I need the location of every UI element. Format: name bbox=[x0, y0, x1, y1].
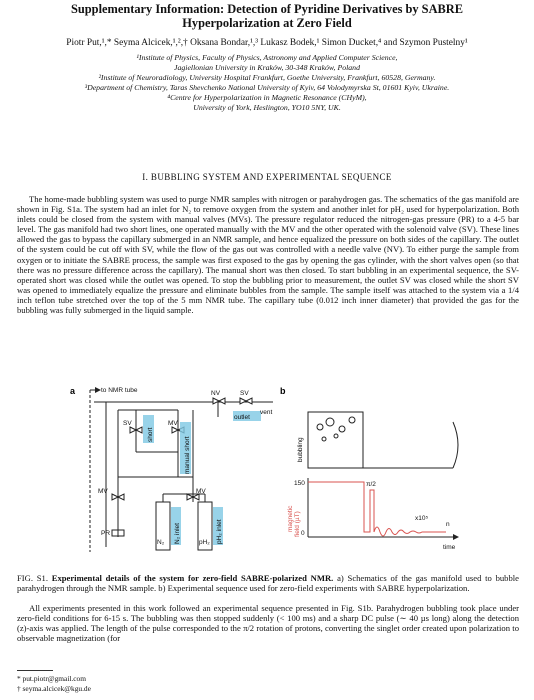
manual-short-label: manual short bbox=[184, 436, 191, 474]
field-unit-label: field (µT) bbox=[294, 511, 301, 537]
footnote-email-1: * put.piotr@gmail.com bbox=[17, 674, 87, 683]
mv-short-label: MV bbox=[168, 420, 178, 427]
short-label: short bbox=[147, 427, 154, 442]
figure-caption bbox=[17, 573, 519, 593]
section-heading: I. BUBBLING SYSTEM AND EXPERIMENTAL SEQUENCE bbox=[142, 172, 392, 182]
n2-inlet-label: N₂ inlet bbox=[174, 523, 181, 544]
to-nmr-tube-label: to NMR tube bbox=[101, 387, 138, 394]
sequence-diagram bbox=[308, 412, 458, 537]
sv-short-label: SV bbox=[123, 420, 132, 427]
caption-bold: Experimental details of the system for zero-field SABRE-polarized NMR. bbox=[51, 573, 334, 583]
affiliations: ¹Institute of Physics, Faculty of Physics, Astronomy and Applied Computer Science, Jagiellonian University in Kraków, 30-348 Kraków, Poland ²Institute of Neuroradiology, University Hospital Frankfurt, Goethe University, Frankfurt, 60528, Germany. ³Department of Chemistry, Taras Shevchenko National University of Kyiv, 64 Volodymyrska St, 01601 Kyiv, Ukraine. ⁴Centre for Hyperpolarization in Magnetic Resonance (CHyM), University of York, Heslington, YO10 5NY, UK. bbox=[84, 53, 450, 112]
footnote-rule bbox=[17, 670, 53, 671]
footnotes bbox=[17, 674, 91, 693]
ph2-inlet-label: pH₂ inlet bbox=[216, 519, 223, 544]
author-list: Piotr Put,¹,* Seyma Alcicek,¹,²,† Oksana Bondar,¹,³ Lukasz Bodek,¹ Simon Ducket,⁴ and Szymon Pustelny¹ bbox=[66, 38, 468, 48]
caption-text: a) Schematics of the gas manifold used to bubble parahydrogen through the NMR sample. b) Experimental sequence used for zero-field experiments with SABRE hyperpolarization. bbox=[17, 573, 519, 594]
outlet-label: outlet bbox=[234, 414, 250, 421]
sv-outlet-label: SV bbox=[240, 390, 249, 397]
tick-150: 150 bbox=[294, 480, 305, 487]
paragraph-sequence: All experiments presented in this work followed an experimental sequence presented in Fig. S1b. Parahydrogen bubbling took place under zero-field conditions for 6-15 s. The bubbling was then stopped suddenly (< 100 ms) and a sharp DC pulse (∼ 40 µs long) along the detection (z)-axis was applied. The length of the pulse corresponded to the π/2 rotation of protons, converting the singlet order created upon polarization to observable magnetization (for bbox=[17, 603, 519, 644]
nv-label: NV bbox=[211, 390, 221, 397]
paragraph-bubbling-system: The home-made bubbling system was used to purge NMR samples with nitrogen or parahydrogen gas. The schematics of the gas manifold are shown in Fig. S1a. The system had an inlet for N₂ to remove oxygen from the system and another inlet for pH₂ used for hyperpolarization. Both inlets could be closed from the system with manual valves (MVs). The pressure regulator reduced the nitrogen-gas pressure (PR) to a 4-5 bar level. The gas manifold had two short lines, one operated manually with the MV and the other operated with the solenoid valve (SV). These lines allowed the gas to bypass the capillary submerged in an NMR sample, and hence equalized the pressure on both sides of the capillary. The outlet of the system could be cut off with SV, while the flow of the gas out was controlled with a needle valve (NV). To either purge the sample from oxygen or to initiate the SABRE process, the sample was first exposed to the gas by opening the gas cylinder, with the short valves open (so that there was no pressure difference across the capillary). The manual short was then closed. To start bubbling in an experimental sequence, the SV-operated short was closed while the outlet was opened. To stop the bubbling prior to measurement, the outlet SV was closed while the short SV was opened to immediately equalize the pressure and eliminate bubbles from the sample. The sample itself was attached to the system via a 1/4 inch teflon tube stretched over the top of the 5 mm NMR tube. The capillary tube (0.012 inch inner diameter) that provided the gas for the bubbling was fully submerged in the liquid sample. bbox=[17, 194, 519, 316]
paper-title: Supplementary Information: Detection of Pyridine Derivatives by SABRE Hyperpolarization at Zero Field bbox=[71, 2, 463, 30]
tick-0: 0 bbox=[301, 530, 305, 537]
mv-n2-label: MV bbox=[98, 488, 108, 495]
pi-half-label: π/2 bbox=[366, 481, 376, 488]
bubbling-axis-label: bubbling bbox=[297, 437, 304, 462]
pr-label: PR bbox=[101, 530, 111, 537]
mv-ph2-label: MV bbox=[196, 488, 206, 495]
magnetic-axis-label: magnetic bbox=[287, 505, 294, 532]
x10-label: x10⁵ bbox=[415, 515, 429, 522]
caption-label: FIG. S1. bbox=[17, 573, 48, 583]
panel-a-label: a bbox=[70, 386, 76, 396]
ph2-label: pH₂ bbox=[199, 539, 210, 546]
panel-b-label: b bbox=[280, 386, 286, 396]
figure-s1 bbox=[68, 382, 468, 570]
footnote-email-2: † seyma.alcicek@kgu.de bbox=[17, 683, 91, 693]
n2-label: N₂ bbox=[157, 539, 165, 546]
n-label: n bbox=[446, 521, 450, 528]
time-label: time bbox=[443, 544, 456, 551]
field-pulse bbox=[308, 482, 446, 536]
vent-label: vent bbox=[260, 409, 273, 416]
